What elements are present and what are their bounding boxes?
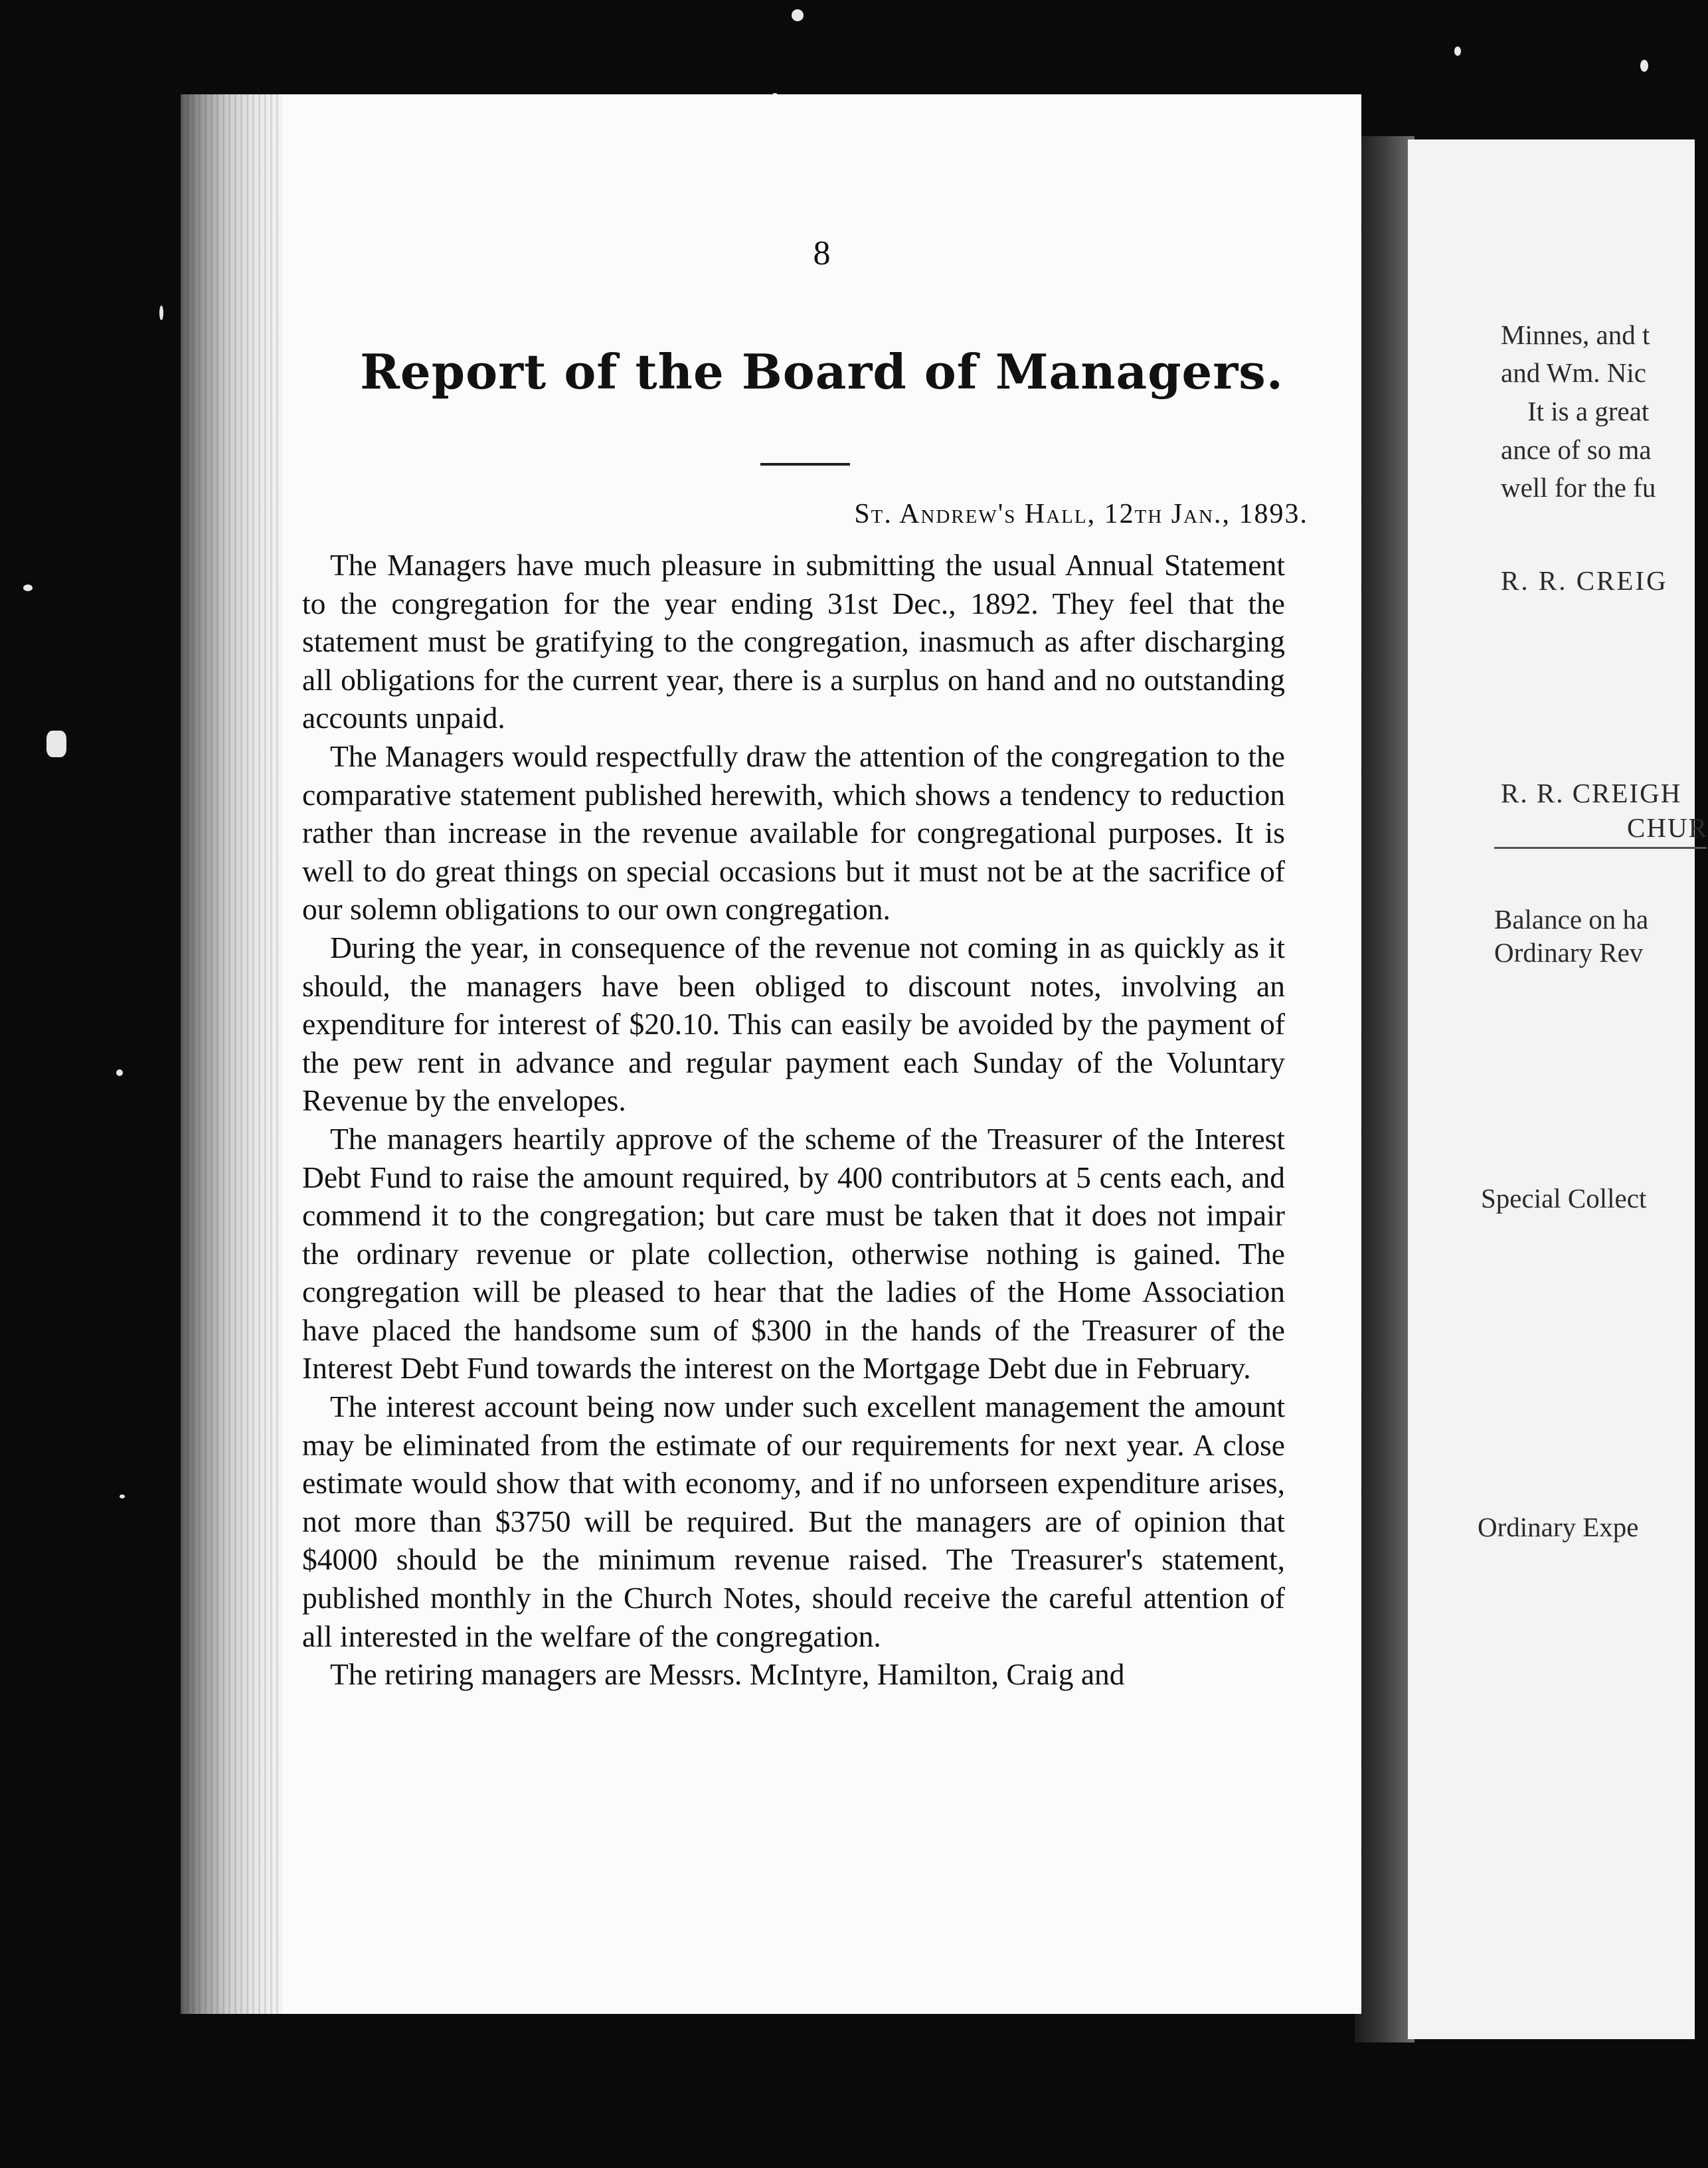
facing-page-line: CHUR bbox=[1627, 812, 1708, 843]
page-number: 8 bbox=[813, 234, 831, 272]
dust-speck bbox=[46, 731, 66, 757]
page-edge-shadow bbox=[181, 94, 287, 2014]
paragraph: The Managers have much pleasure in submitting the usual Annual Statement to the congregation for the year ending 31st Dec., 1892. They feel that the statement must be gratifying to the congregation, inasmuch as after discharging all obligations for the current year, there is a surplus on hand and no outstanding accounts unpaid. bbox=[302, 548, 1285, 735]
dust-speck bbox=[792, 9, 804, 21]
facing-page-line: and Wm. Nic bbox=[1501, 357, 1646, 388]
report-body bbox=[302, 546, 1285, 1694]
facing-page-gutter bbox=[1355, 136, 1414, 2042]
facing-page-line: well for the fu bbox=[1501, 472, 1656, 503]
paragraph: The interest account being now under such excellent management the amount may be eliminated from the estimate of our requirements for next year. A close estimate would show that with economy, and if no unforseen expenditure arises, not more than $3750 will be required. But the managers are of opinion that $4000 should be the minimum revenue raised. The Treasurer's statement, published monthly in the Church Notes, should receive the careful attention of all interested in the welfare of the congregation. bbox=[302, 1390, 1285, 1653]
paragraph: The retiring managers are Messrs. McIntyre, Hamilton, Craig and bbox=[330, 1657, 1125, 1692]
report-title: Report of the Board of Managers. bbox=[360, 343, 1284, 400]
paragraph: During the year, in consequence of the revenue not coming in as quickly as it should, the managers have been obliged to discount notes, involving an expenditure for interest of $20.10. This can easily be avoided by the payment of the pew rent in advance and regular payment each Sunday of the Voluntary Revenue by the envelopes. bbox=[302, 930, 1285, 1118]
paragraph: The Managers would respectfully draw the attention of the congregation to the comparative statement published herewith, which shows a tendency to reduction rather than increase in the revenue available for congregational purposes. It is well to do great things on special occasions but it must not be at the sacrifice of our solemn obligations to our own congregation. bbox=[302, 739, 1285, 927]
dust-speck bbox=[120, 1494, 125, 1498]
paragraph: The managers heartily approve of the scheme of the Treasurer of the Interest Debt Fund to raise the amount required, by 400 contributors at 5 cents each, and commend it to the congregation; but care must be taken that it does not impair the ordinary revenue or plate collection, otherwise nothing is gained. The congregation will be pleased to hear that the ladies of the Home Association have placed the handsome sum of $300 in the hands of the Treasurer of the Interest Debt Fund towards the interest on the Mortgage Debt due in February. bbox=[302, 1121, 1285, 1386]
facing-page-line: Minnes, and t bbox=[1501, 319, 1650, 350]
facing-page-line: R. R. CREIG bbox=[1501, 565, 1668, 596]
facing-page-line: Ordinary Expe bbox=[1478, 1512, 1639, 1542]
facing-page-line: R. R. CREIGH bbox=[1501, 778, 1682, 808]
facing-page bbox=[1408, 139, 1708, 2039]
facing-page-rule bbox=[1494, 847, 1707, 849]
dust-speck bbox=[23, 585, 33, 591]
facing-page-line: Balance on ha bbox=[1494, 904, 1649, 935]
facing-page-line: It is a great bbox=[1527, 396, 1650, 426]
facing-page-line: Ordinary Rev bbox=[1494, 937, 1644, 968]
facing-page-line: ance of so ma bbox=[1501, 434, 1652, 465]
dateline: St. Andrew's Hall, 12th Jan., 1893. bbox=[854, 499, 1308, 529]
document-page bbox=[282, 94, 1361, 2014]
dust-speck bbox=[1640, 60, 1648, 72]
dust-speck bbox=[159, 306, 163, 320]
facing-page-line: Special Collect bbox=[1481, 1183, 1647, 1214]
dust-speck bbox=[1454, 46, 1461, 56]
dust-speck bbox=[116, 1069, 123, 1076]
title-rule bbox=[760, 463, 850, 466]
